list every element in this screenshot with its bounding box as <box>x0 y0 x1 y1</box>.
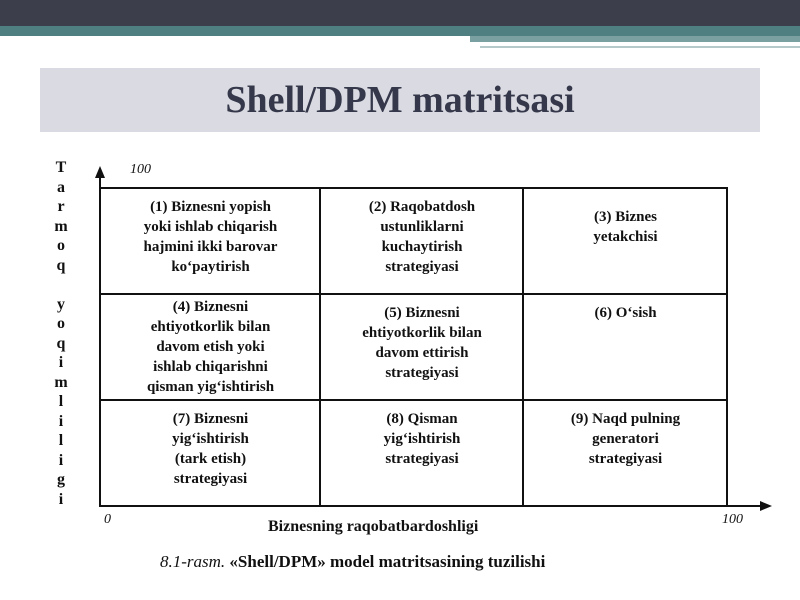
y-axis-letter: i <box>58 412 64 430</box>
cell-text: (1) Biznesni yopish yoki ishlab chiqarish hajmini ikki barovar ko‘paytirish <box>143 199 278 275</box>
y-axis-max-label: 100 <box>130 162 151 177</box>
cell-text: (5) Biznesni ehtiyotkorlik bilan davom ettirish strategiyasi <box>362 305 482 381</box>
y-axis-letter: o <box>57 315 65 332</box>
x-axis-origin-label: 0 <box>104 512 111 527</box>
y-axis-letter: l <box>58 432 64 449</box>
page-title: Shell/DPM matritsasi <box>225 79 575 121</box>
y-axis-letter: T <box>55 159 67 176</box>
cell-text: (4) Biznesni ehtiyotkorlik bilan davom etish yoki ishlab chiqarishni qisman yig‘ishtirish <box>146 299 275 395</box>
matrix-cell <box>321 401 523 506</box>
y-axis-letter: i <box>58 490 64 508</box>
x-axis-arrow <box>760 501 772 511</box>
y-axis-letter: l <box>58 393 64 410</box>
y-axis-letter: y <box>57 295 65 313</box>
cell-text: (3) Biznes yetakchisi <box>593 209 658 245</box>
matrix-cell <box>321 189 523 294</box>
cell-text: (6) O‘sish <box>594 305 657 321</box>
matrix-cell <box>524 295 727 400</box>
matrix-cell <box>321 295 523 400</box>
y-axis-letter: a <box>57 178 65 196</box>
y-axis-letter: r <box>57 198 65 215</box>
cell-text: (8) Qisman yig‘ishtirish strategiyasi <box>383 411 461 467</box>
y-axis-letter: m <box>54 373 68 391</box>
cell-text: (9) Naqd pulning generatori strategiyasi <box>570 411 681 467</box>
y-axis-letter: o <box>57 237 65 254</box>
matrix-cell <box>101 189 320 294</box>
y-axis-letter: i <box>58 451 64 469</box>
caption-text: «Shell/DPM» model matritsasining tuzilishi <box>229 552 546 571</box>
matrix-cell <box>524 401 727 506</box>
matrix-cell <box>101 295 320 400</box>
x-axis-label: Biznesning raqobatbardoshligi <box>268 518 479 535</box>
cell-text: (7) Biznesni yig‘ishtirish (tark etish) strategiyasi <box>172 411 249 487</box>
figure-caption <box>160 552 545 572</box>
y-axis-letter: m <box>54 217 68 235</box>
y-axis-letter: q <box>56 256 66 274</box>
matrix-cell <box>101 401 320 506</box>
y-axis-letter: q <box>56 334 66 352</box>
matrix-cell <box>524 189 727 294</box>
caption-prefix: 8.1-rasm. <box>160 552 226 571</box>
cell-text: (2) Raqobatdosh ustunliklarni kuchaytirish strategiyasi <box>368 199 476 275</box>
y-axis-arrow <box>95 166 105 178</box>
y-axis-letter: i <box>58 354 64 371</box>
x-axis-max-label: 100 <box>722 512 743 527</box>
y-axis-letter: g <box>57 471 65 488</box>
